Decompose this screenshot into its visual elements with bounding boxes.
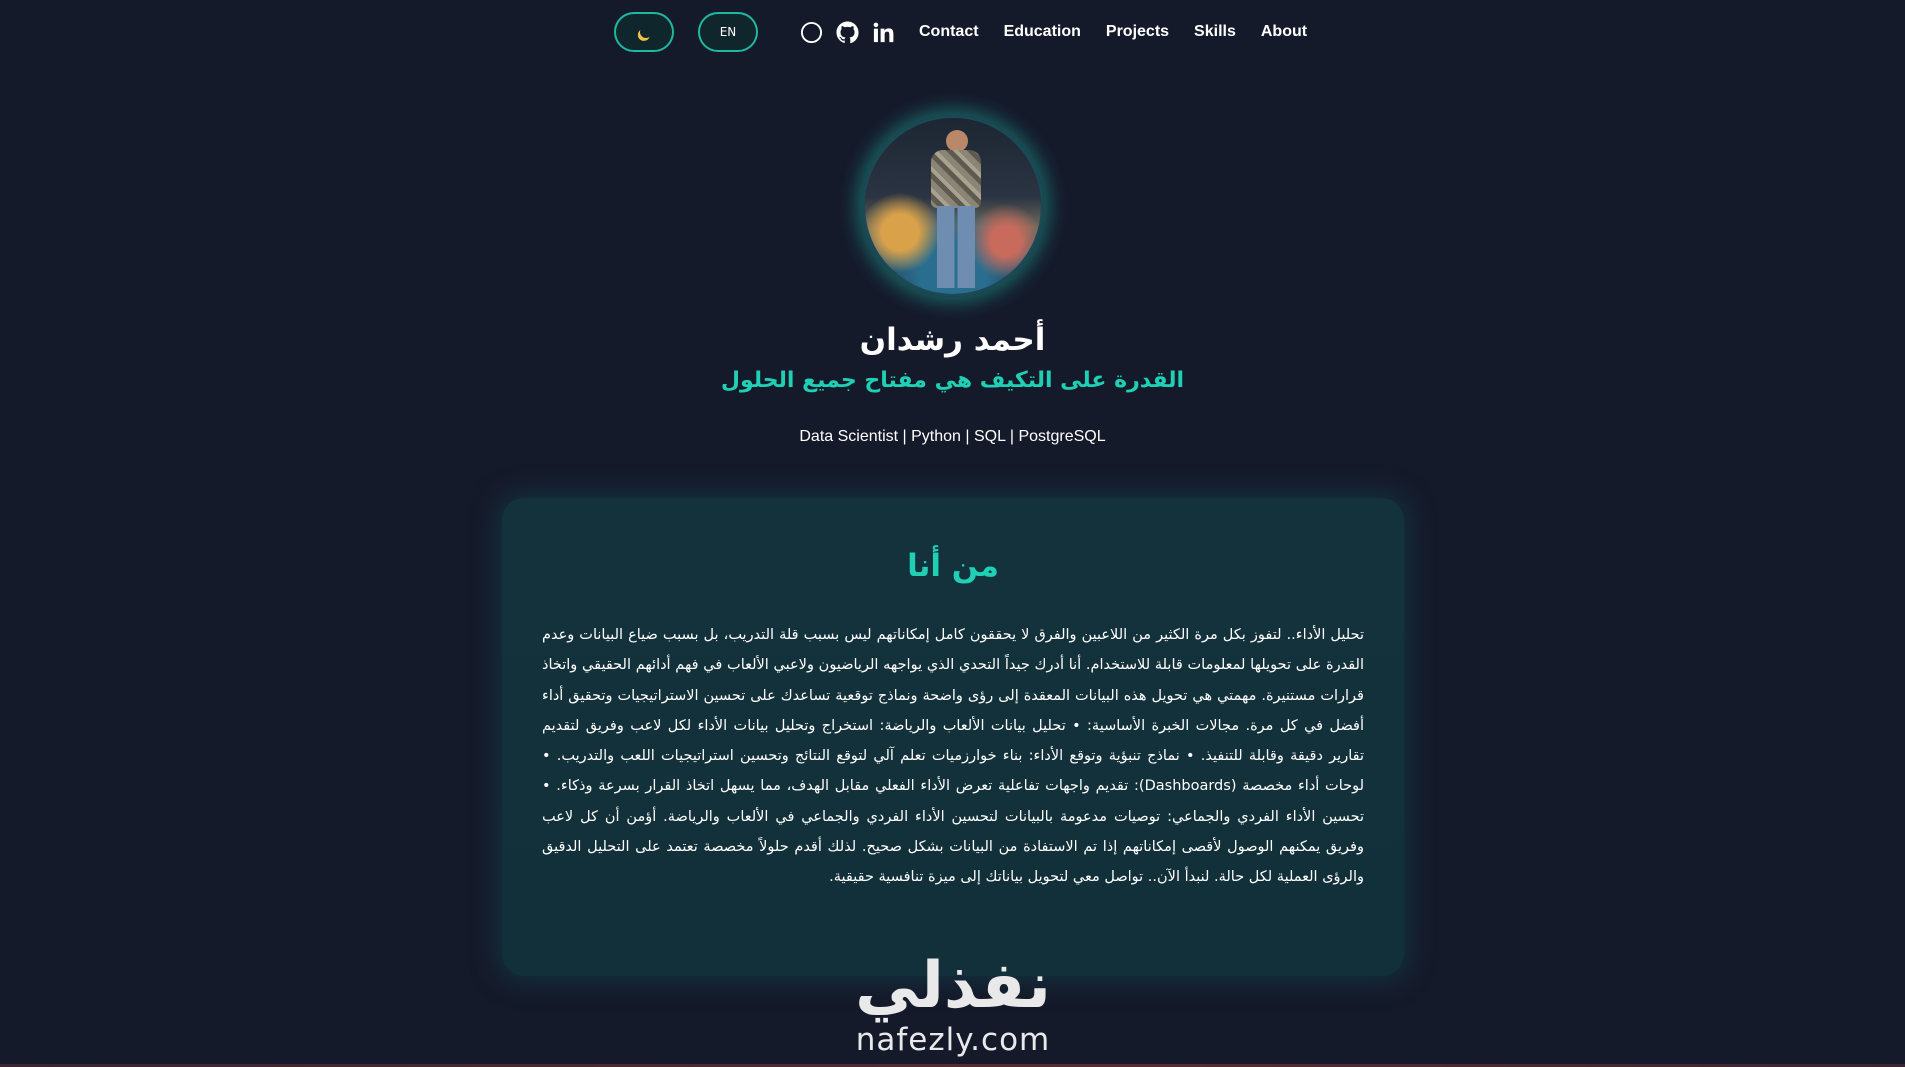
avatar-person-head <box>946 130 968 152</box>
about-card <box>502 498 1404 976</box>
avatar-person-body <box>931 150 981 208</box>
profile-tagline: القدرة على التكيف هي مفتاح جميع الحلول <box>720 368 1185 393</box>
language-button[interactable]: EN <box>698 12 758 52</box>
nav-link-skills[interactable]: Skills <box>1194 23 1236 40</box>
linkedin-icon[interactable] <box>872 21 895 44</box>
watermark-arabic: نفذلي <box>855 949 1051 1023</box>
watermark-logo <box>830 950 1076 1067</box>
profile-subtitle: Data Scientist | Python | SQL | PostgreSQL <box>799 428 1106 445</box>
nav-links <box>919 23 1307 41</box>
moon-icon <box>638 24 653 39</box>
github-icon[interactable] <box>836 21 859 44</box>
about-title: من أنا <box>907 548 999 584</box>
circle-icon[interactable] <box>800 21 823 44</box>
nav-link-projects[interactable]: Projects <box>1105 23 1170 40</box>
nav-link-education[interactable]: Education <box>1003 23 1081 40</box>
watermark-latin: nafezly.com <box>855 1022 1051 1058</box>
top-nav <box>614 12 1307 52</box>
about-text: تحليل الأداء.. لتفوز بكل مرة الكثير من اللاعبين والفرق لا يحققون كامل إمكاناتهم ليس بسبب قلة التدريب، بل بسبب ضياع البيانات وعدم القدرة على تحويلها لمعلومات قابلة للاستخدام. أنا أدرك جيداً التحدي الذي يواجهه الرياضيون ولاعبي الألعاب في فهم أدائهم الحقيقي واتخاذ قرارات مستنيرة. مهمتي هي تحويل هذه البيانات المعقدة إلى رؤى واضحة ونماذج توقعية تساعدك على تحسين الاستراتيجيات وتحقيق أداء أفضل في كل مرة. مجالات الخبرة الأساسية: • تحليل بيانات الألعاب والرياضة: استخراج وتحليل بيانات الأداء لكل لاعب وفريق لتقديم تقارير دقيقة وقابلة للتنفيذ. • نماذج تنبؤية وتوقع الأداء: بناء خوارزميات تعلم آلي لتوقع النتائج وتحسين استراتيجيات اللعب والتدريب. • لوحات أداء مخصصة (Dashboards): تقديم واجهات تفاعلية تعرض الأداء الفعلي مقابل الهدف، مما يسهل اتخاذ القرار بسرعة وذكاء. • تحسين الأداء الفردي والجماعي: توصيات مدعومة بالبيانات لتحسين الأداء الفردي والجماعي في الألعاب والرياضة. أؤمن أن كل لاعب وفريق يمكنهم الوصول لأقصى إمكاناتهم إذا تم الاستفادة من البيانات بشكل صحيح. لذلك أقدم حلولاً مخصصة تعتمد على التحليل الدقيق والرؤى العملية لكل حالة. لنبدأ الآن.. تواصل معي لتحويل بياناتك إلى ميزة تنافسية حقيقية. <box>542 627 1364 886</box>
profile-name: أحمد رشدان <box>859 322 1046 358</box>
social-links <box>800 21 895 44</box>
nav-link-about[interactable]: About <box>1260 23 1308 40</box>
nav-link-contact[interactable]: Contact <box>919 23 979 40</box>
avatar <box>862 115 1044 297</box>
theme-toggle-button[interactable] <box>614 12 674 52</box>
avatar-person-legs <box>937 206 975 288</box>
